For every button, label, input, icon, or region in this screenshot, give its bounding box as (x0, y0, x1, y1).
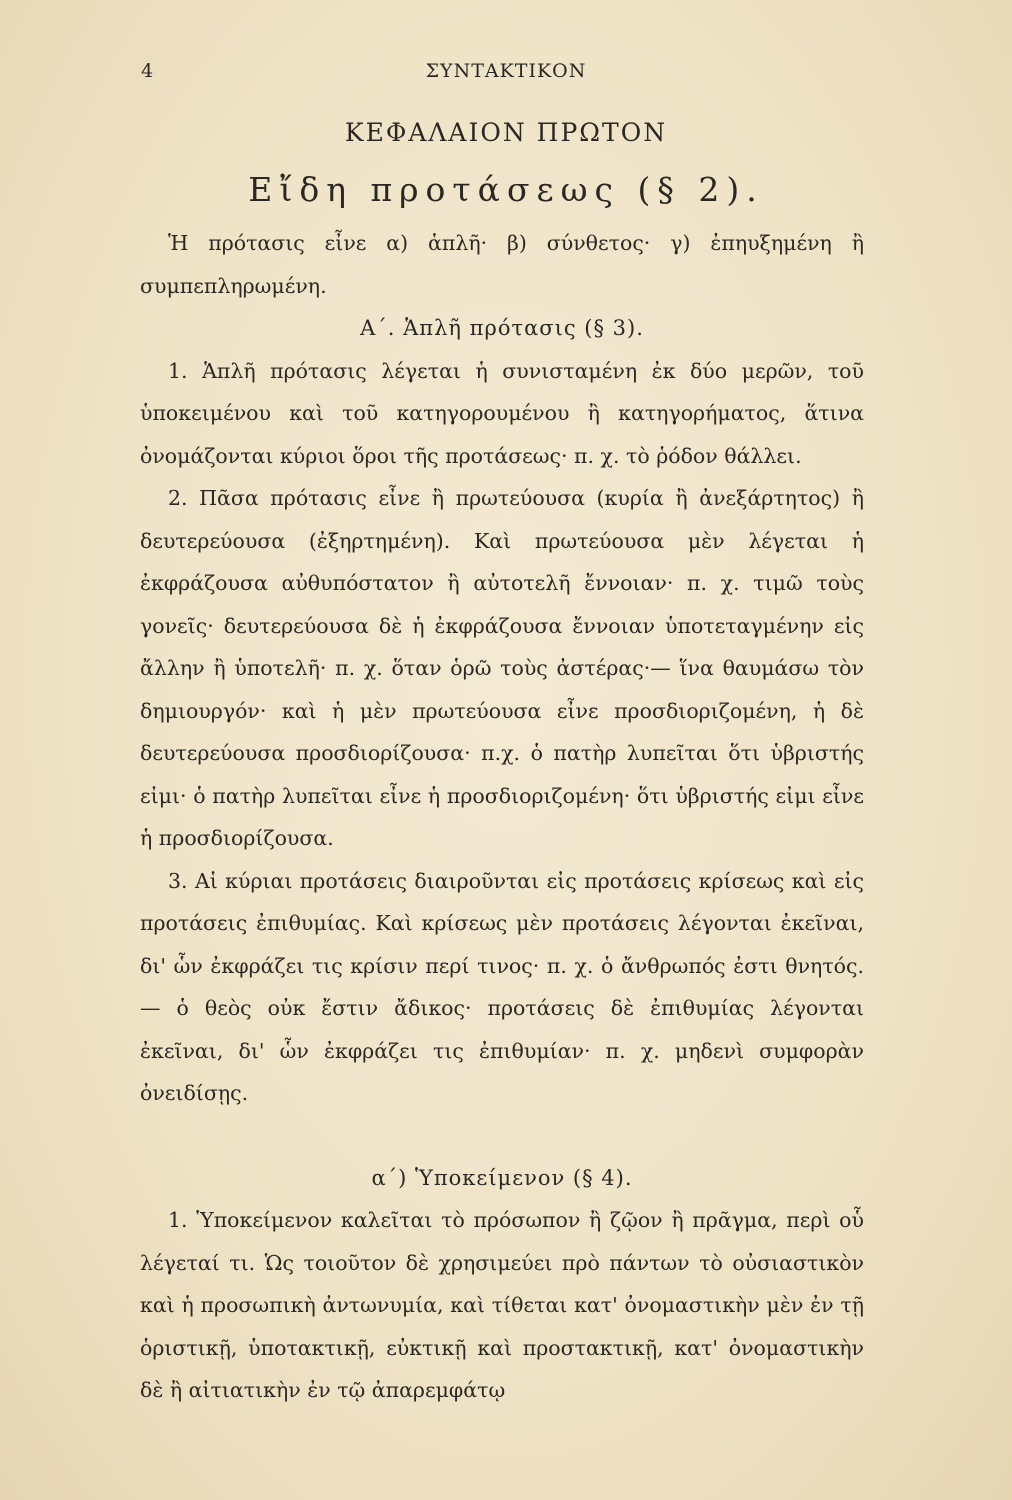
body-text (140, 222, 864, 1412)
chapter-title: ΚΕΦΑΛΑΙΟΝ ΠΡΩΤΟΝ (344, 118, 668, 147)
paragraph: 2. Πᾶσα πρότασις εἶνε ἢ πρωτεύουσα (κυρία ἢ ἀνεξάρτητος) ἢ δευτερεύουσα (ἐξηρτημένη). Καὶ πρωτεύουσα μὲν λέγεται ἡ ἐκφράζουσα αὐθυπόστατον ἢ αὐτοτελῆ ἔννοιαν· π. χ. τιμῶ τοὺς γονεῖς· δευτερεύουσα δὲ ἡ ἐκφράζουσα ἔννοιαν ὑποτεταγμένην εἰς ἄλλην ἢ ὑποτελῆ· π. χ. ὅταν ὁρῶ τοὺς ἀστέρας·— ἵνα θαυμάσω τὸν δημιουργόν· καὶ ἡ μὲν πρωτεύουσα εἶνε προσδιοριζομένη, ἡ δὲ δευτερεύουσα προσδιορίζουσα· π.χ. ὁ πατὴρ λυπεῖται ὅτι ὑβριστής εἰμι· ὁ πατὴρ λυπεῖται εἶνε ἡ προσδιοριζομένη· ὅτι ὑβριστής εἰμι εἶνε ἡ προσδιορίζουσα. (140, 486, 864, 850)
paragraph: 3. Αἱ κύριαι προτάσεις διαιροῦνται εἰς προτάσεις κρίσεως καὶ εἰς προτάσεις ἐπιθυμίας. Καὶ κρίσεως μὲν προτάσεις λέγονται ἐκεῖναι, δι' ὧν ἐκφράζει τις κρίσιν περί τινος· π. χ. ὁ ἄνθρωπός ἐστι θνητός.— ὁ θεὸς οὐκ ἔστιν ἄδικος· προτάσεις δὲ ἐπιθυμίας λέγονται ἐκεῖναι, δι' ὧν ἐκφράζει τις ἐπιθυμίαν· π. χ. μηδενὶ συμφορὰν ὀνειδίσῃς. (140, 868, 864, 1105)
intro-paragraph: Ἡ πρότασις εἶνε α) ἁπλῆ· β) σύνθετος· γ) ἐπηυξημένη ἢ συμπεπληρωμένη. (140, 231, 864, 298)
paragraph: 1. Ὑποκείμενον καλεῖται τὸ πρόσωπον ἢ ζῷον ἢ πρᾶγμα, περὶ οὗ λέγεταί τι. Ὡς τοιοῦτον δὲ χρησιμεύει πρὸ πάντων τὸ οὐσιαστικὸν καὶ ἡ προσωπικὴ ἀντωνυμία, καὶ τίθεται κατ' ὀνομαστικὴν μὲν ἐν τῇ ὁριστικῇ, ὑποτακτικῇ, εὐκτικῇ καὶ προστακτικῇ, κατ' ὀνομαστικὴν δὲ ἢ αἰτιατικὴν ἐν τῷ ἀπαρεμφάτῳ (140, 1208, 864, 1402)
paragraph: 1. Ἁπλῆ πρότασις λέγεται ἡ συνισταμένη ἐκ δύο μερῶν, τοῦ ὑποκειμένου καὶ τοῦ κατηγορουμένου ἢ κατηγορήματος, ἅτινα ὀνομάζονται κύριοι ὅροι τῆς προτάσεως· π. χ. τὸ ῥόδον θάλλει. (140, 358, 864, 468)
subheading-subject: α΄) Ὑποκείμενον (§ 4). (371, 1165, 633, 1190)
running-head: ΣΥΝΤΑΚΤΙΚΟΝ (425, 60, 587, 82)
subheading-simple-sentence: Α΄. Ἁπλῆ πρότασις (§ 3). (360, 316, 644, 340)
section-title: Εἴδη προτάσεως (§ 2). (248, 170, 764, 209)
page-number: 4 (141, 60, 154, 82)
